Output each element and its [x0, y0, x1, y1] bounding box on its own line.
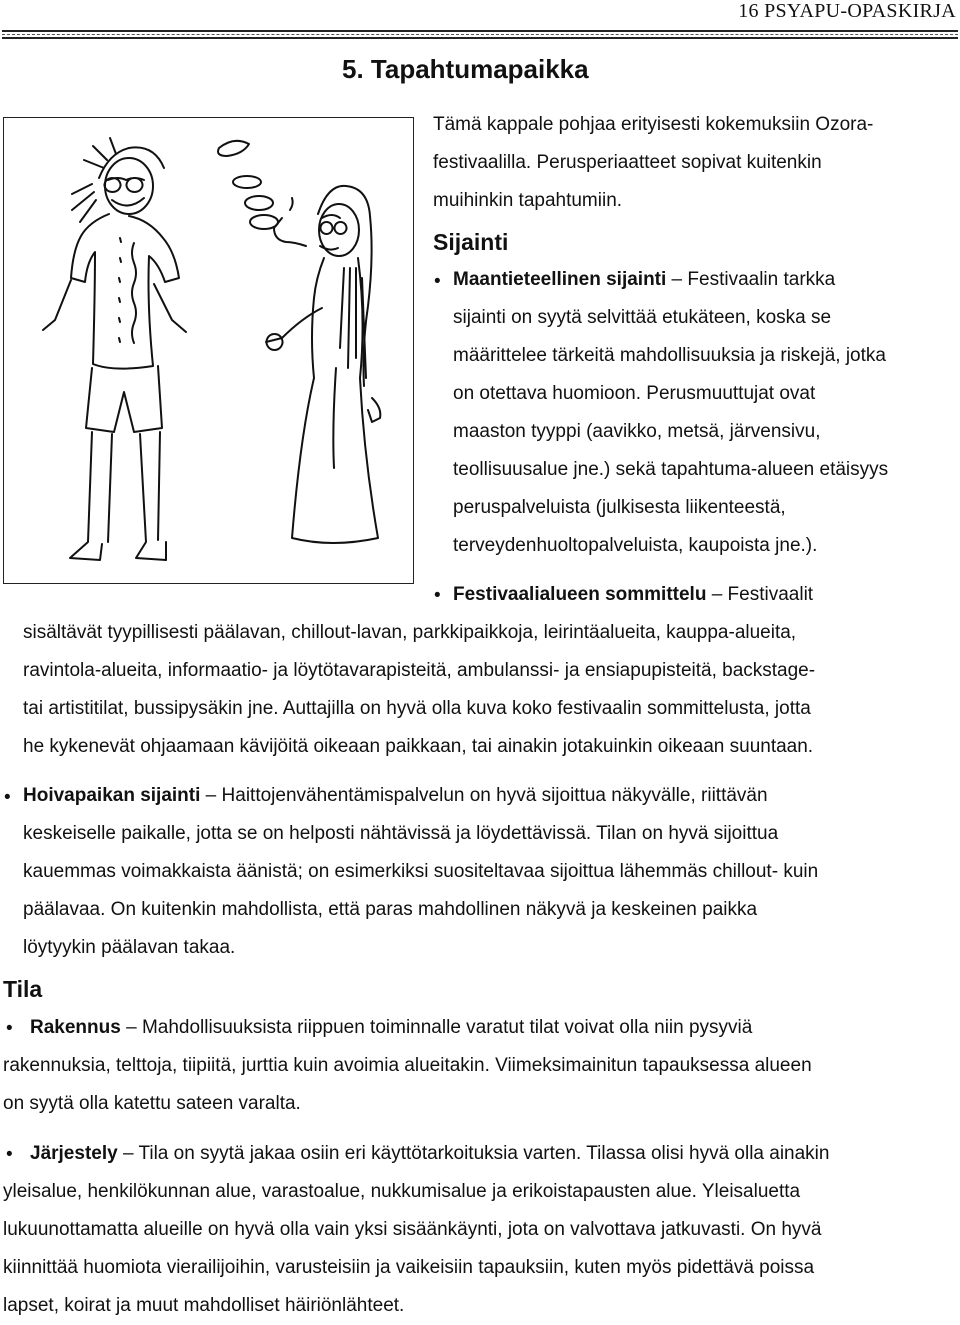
- list-line: Festivaalit: [727, 584, 814, 605]
- list-line: maaston tyyppi (aavikko, metsä, järvensivu,: [453, 421, 821, 442]
- term-dash: –: [200, 785, 222, 806]
- list-item-maantieteellinen: [453, 261, 958, 565]
- list-line: rakennuksia, telttoja, tiipiitä, jurttia kuin avoimia alueitakin. Viimeksimainitun tapauksessa alueen: [3, 1055, 812, 1076]
- running-header: 16 PSYAPU-OPASKIRJA: [738, 0, 956, 22]
- list-line: Tila on syytä jakaa osiin eri käyttötarkoituksia varten. Tilassa olisi hyvä olla ainakin: [138, 1143, 830, 1164]
- list-item-rakennus-first: [30, 1009, 752, 1047]
- bullet-dot: •: [4, 787, 11, 808]
- list-item-hoivapaikka: [23, 777, 818, 967]
- intro-line: festivaalilla. Perusperiaatteet sopivat kuitenkin: [433, 152, 822, 173]
- festival-people-illustration: [4, 118, 413, 583]
- section-heading-tila: Tila: [3, 976, 43, 1002]
- bullet-dot: •: [434, 585, 441, 606]
- list-line: lukuunottamatta alueille on hyvä olla vain yksi sisäänkäynti, jota on valvottava jatkuvasti. On hyvä: [3, 1219, 822, 1240]
- bullet-dot: •: [6, 1144, 13, 1165]
- intro-line: muihinkin tapahtumiin.: [433, 190, 623, 211]
- list-line: kauemmas voimakkaista äänistä; on esimerkiksi suositeltavaa sijoittua lähemmäs chillout- kuin: [23, 861, 819, 882]
- list-line: sisältävät tyypillisesti päälavan, chillout-lavan, parkkipaikkoja, leirintäalueita, kauppa-alueita,: [23, 622, 797, 643]
- term-sommittelu: Festivaalialueen sommittelu: [453, 584, 707, 605]
- list-line: keskeiselle paikalle, jotta se on helposti nähtävissä ja löydettävissä. Tilan on hyvä sijoittua: [23, 823, 779, 844]
- list-line: löytyykin päälavan takaa.: [23, 937, 236, 958]
- term-dash: –: [666, 269, 688, 290]
- list-line: Festivaalin tarkka: [687, 269, 836, 290]
- list-item-jarjestely-body: [3, 1173, 822, 1325]
- list-line: on syytä olla katettu sateen varalta.: [3, 1093, 301, 1114]
- term-maantieteellinen: Maantieteellinen sijainti: [453, 269, 667, 290]
- list-line: sijainti on syytä selvittää etukäteen, koska se: [453, 307, 832, 328]
- list-line: on otettava huomioon. Perusmuuttujat ovat: [453, 383, 816, 404]
- term-rakennus: Rakennus: [30, 1017, 121, 1038]
- list-line: lapset, koirat ja muut mahdolliset häiriönlähteet.: [3, 1295, 405, 1316]
- list-line: tai artistitilat, bussipysäkin jne. Auttajilla on hyvä olla kuva koko festivaalin sommittelusta, jotta: [23, 698, 811, 719]
- intro-line: Tämä kappale pohjaa erityisesti kokemuksiin Ozora-: [433, 114, 874, 135]
- list-item-sommittelu-body: [23, 614, 815, 766]
- section-heading-sijainti: Sijainti: [433, 229, 509, 255]
- illustration-frame: [3, 117, 414, 584]
- intro-paragraph: [433, 106, 953, 220]
- term-dash: –: [706, 584, 728, 605]
- list-item-rakennus-body: [3, 1047, 812, 1123]
- header-rule: [2, 30, 958, 39]
- list-item-sommittelu-first: [453, 576, 813, 614]
- list-line: kiinnittää huomiota vierailijoihin, varusteisiin ja vaikeisiin tapauksiin, kuten myös pidettävä poissa: [3, 1257, 815, 1278]
- bullet-dot: •: [434, 271, 441, 292]
- list-line: päälavaa. On kuitenkin mahdollista, että paras mahdollinen näkyvä ja keskeinen paikka: [23, 899, 758, 920]
- term-jarjestely: Järjestely: [30, 1143, 118, 1164]
- term-dash: –: [120, 1017, 142, 1038]
- term-dash: –: [117, 1143, 139, 1164]
- list-line: yleisalue, henkilökunnan alue, varastoalue, nukkumisalue ja erikoistapausten alue. Yleisaluetta: [3, 1181, 801, 1202]
- list-line: peruspalveluista (julkisesta liikenteestä,: [453, 497, 786, 518]
- list-line: teollisuusalue jne.) sekä tapahtuma-alueen etäisyys: [453, 459, 889, 480]
- chapter-title: 5. Tapahtumapaikka: [342, 54, 589, 84]
- list-item-jarjestely-first: [30, 1135, 829, 1173]
- list-line: Haittojenvähentämispalvelun on hyvä sijoittua näkyvälle, riittävän: [221, 785, 768, 806]
- list-line: terveydenhuoltopalveluista, kaupoista jne.).: [453, 535, 818, 556]
- list-line: määrittelee tärkeitä mahdollisuuksia ja riskejä, jotka: [453, 345, 886, 366]
- list-line: he kykenevät ohjaamaan kävijöitä oikeaan paikkaan, tai ainakin jotakuinkin oikeaan suuntaan.: [23, 736, 814, 757]
- term-hoivapaikka: Hoivapaikan sijainti: [23, 785, 201, 806]
- bullet-dot: •: [6, 1018, 13, 1039]
- list-line: ravintola-alueita, informaatio- ja löytötavarapisteitä, ambulanssi- ja ensiapupisteitä, backstage-: [23, 660, 816, 681]
- list-line: Mahdollisuuksista riippuen toiminnalle varatut tilat voivat olla niin pysyviä: [141, 1017, 753, 1038]
